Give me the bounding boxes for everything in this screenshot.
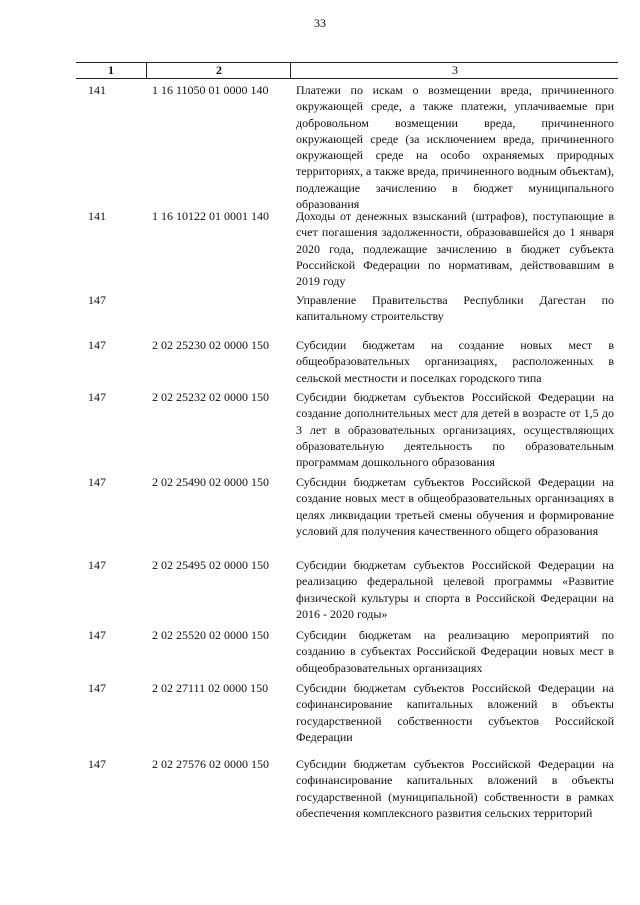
budget-code: 2 02 25230 02 0000 150: [152, 338, 269, 352]
column-header-1: 1: [108, 63, 114, 77]
admin-code: 147: [88, 293, 106, 307]
column-header-3: 3: [290, 63, 619, 78]
budget-code: 2 02 25232 02 0000 150: [152, 390, 269, 404]
budget-code: 2 02 27576 02 0000 150: [152, 757, 269, 771]
admin-code: 147: [88, 681, 106, 695]
admin-code: 141: [88, 83, 106, 97]
revenue-description: Субсидии бюджетам на реализацию мероприятий по созданию в субъектах Российской Федерации новых мест в общеобразовательных организациях: [296, 628, 614, 675]
budget-code: 2 02 25520 02 0000 150: [152, 628, 269, 642]
revenue-description: Платежи по искам о возмещении вреда, причиненного окружающей среде, а также платежи, уплачиваемые при добровольном возмещении вреда, причиненного окружающей среде (за исключением вреда, причиненного окружающей среде на особо охраняемых природных территориях, а также вреда, причиненного водным объектам), подлежащие зачислению в бюджет муниципального образования: [296, 83, 614, 212]
revenue-description: Субсидии бюджетам субъектов Российской Федерации на реализацию федеральной целевой программы «Развитие физической культуры и спорта в Российской Федерации на 2016 - 2020 годы»: [296, 558, 614, 621]
revenue-description: Субсидии бюджетам субъектов Российской Федерации на создание дополнительных мест для детей в возрасте от 1,5 до 3 лет в образовательных организациях, осуществляющих образовательную деятельность по образовательным программам дошкольного образования: [296, 390, 614, 470]
revenue-description: Субсидии бюджетам субъектов Российской Федерации на софинансирование капитальных вложений в объекты государственной (муниципальной) собственности в рамках обеспечения комплексного развития сельских территорий: [296, 757, 614, 820]
budget-code: 1 16 11050 01 0000 140: [152, 83, 269, 97]
admin-code: 147: [88, 338, 106, 352]
revenue-description: Субсидии бюджетам субъектов Российской Федерации на софинансирование капитальных вложений в объекты государственной собственности субъектов Российской Федерации: [296, 681, 614, 744]
budget-code: 2 02 25490 02 0000 150: [152, 475, 269, 489]
page-number: 33: [314, 16, 326, 30]
admin-code: 147: [88, 390, 106, 404]
revenue-description: Управление Правительства Республики Дагестан по капитальному строительству: [296, 293, 614, 324]
column-header-2: 2: [146, 63, 291, 78]
admin-code: 147: [88, 757, 106, 771]
admin-code: 147: [88, 475, 106, 489]
admin-code: 147: [88, 628, 106, 642]
budget-code: 2 02 27111 02 0000 150: [152, 681, 269, 695]
revenue-description: Субсидии бюджетам на создание новых мест в общеобразовательных организациях, расположенных в сельской местности и поселках городского типа: [296, 338, 614, 385]
budget-code: 1 16 10122 01 0001 140: [152, 209, 269, 223]
table-header: [76, 62, 618, 79]
budget-code: 2 02 25495 02 0000 150: [152, 558, 269, 572]
revenue-description: Субсидии бюджетам субъектов Российской Федерации на создание новых мест в общеобразовательных организациях в целях ликвидации третьей смены обучения и формирование условий для получения качественного общего образования: [296, 475, 614, 538]
admin-code: 147: [88, 558, 106, 572]
admin-code: 141: [88, 209, 106, 223]
revenue-description: Доходы от денежных взысканий (штрафов), поступающие в счет погашения задолженности, образовавшейся до 1 января 2020 года, подлежащие зачислению в бюджет субъекта Российской Федерации по нормативам, действовавшим в 2019 году: [296, 209, 614, 289]
